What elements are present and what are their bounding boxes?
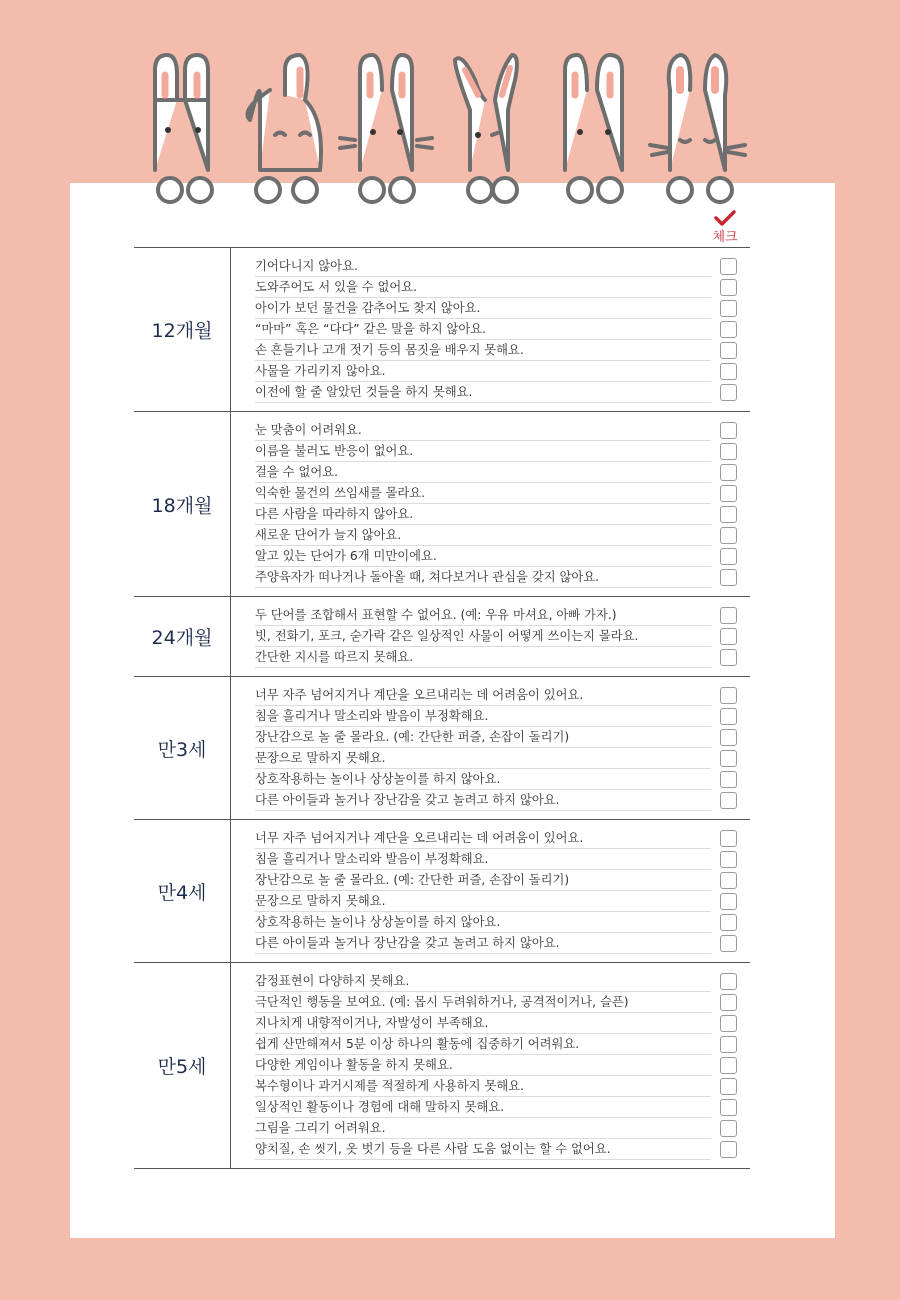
checklist-row <box>255 256 742 277</box>
checkbox[interactable] <box>720 729 737 746</box>
checkbox[interactable] <box>720 506 737 523</box>
age-section <box>134 412 750 597</box>
checklist-row <box>255 1076 742 1097</box>
checkbox[interactable] <box>720 607 737 624</box>
checklist-item-text: 사물을 가리키지 않아요. <box>255 361 711 382</box>
checkbox[interactable] <box>720 830 737 847</box>
checklist-row <box>255 912 742 933</box>
checklist-item-text: 빗, 전화기, 포크, 숟가락 같은 일상적인 사물이 어떻게 쓰이는지 몰라요. <box>255 626 711 647</box>
checklist-item-text: 아이가 보던 물건을 감추어도 찾지 않아요. <box>255 298 711 319</box>
checklist-row <box>255 769 742 790</box>
checklist-table <box>134 247 750 1169</box>
checklist-row <box>255 1055 742 1076</box>
checklist-item-text: 눈 맞춤이 어려워요. <box>255 420 711 441</box>
checklist-row <box>255 340 742 361</box>
checklist-row <box>255 605 742 626</box>
bunny-5-icon <box>565 55 622 202</box>
checklist-item-text: 그림을 그리기 어려워요. <box>255 1118 711 1139</box>
checkbox[interactable] <box>720 548 737 565</box>
bunny-6-icon <box>650 55 745 202</box>
checklist-item-text: 주양육자가 떠나거나 돌아올 때, 쳐다보거나 관심을 갖지 않아요. <box>255 567 711 588</box>
age-label: 18개월 <box>134 412 231 596</box>
checklist-row <box>255 567 742 588</box>
checkbox[interactable] <box>720 342 737 359</box>
checklist-item-text: 지나치게 내향적이거나, 자발성이 부족해요. <box>255 1013 711 1034</box>
age-label: 12개월 <box>134 248 231 411</box>
checklist-row <box>255 1034 742 1055</box>
checklist-item-text: 다양한 게임이나 활동을 하지 못해요. <box>255 1055 711 1076</box>
checklist-row <box>255 462 742 483</box>
checklist-item-text: 상호작용하는 놀이나 상상놀이를 하지 않아요. <box>255 912 711 933</box>
checkbox[interactable] <box>720 422 737 439</box>
checklist-row <box>255 748 742 769</box>
checkbox[interactable] <box>720 569 737 586</box>
age-label: 만5세 <box>134 963 231 1168</box>
checkbox[interactable] <box>720 872 737 889</box>
checklist-row <box>255 504 742 525</box>
checklist-item-text: 이전에 할 줄 알았던 것들을 하지 못해요. <box>255 382 711 403</box>
checkbox[interactable] <box>720 994 737 1011</box>
checkbox[interactable] <box>720 973 737 990</box>
checkbox[interactable] <box>720 851 737 868</box>
checklist-item-text: “마마” 혹은 “다다” 같은 말을 하지 않아요. <box>255 319 711 340</box>
checklist-items <box>231 820 750 962</box>
check-column-header <box>700 210 750 245</box>
checkbox[interactable] <box>720 1078 737 1095</box>
checklist-row <box>255 361 742 382</box>
checkbox[interactable] <box>720 485 737 502</box>
age-label: 24개월 <box>134 597 231 676</box>
checklist-row <box>255 319 742 340</box>
checklist-item-text: 도와주어도 서 있을 수 없어요. <box>255 277 711 298</box>
checklist-row <box>255 298 742 319</box>
checklist-row <box>255 1097 742 1118</box>
checkbox[interactable] <box>720 935 737 952</box>
checklist-item-text: 장난감으로 놀 줄 몰라요. (예: 간단한 퍼즐, 손잡이 돌리기) <box>255 727 711 748</box>
checkbox[interactable] <box>720 1015 737 1032</box>
checklist-row <box>255 441 742 462</box>
checkbox[interactable] <box>720 649 737 666</box>
checklist-row <box>255 1013 742 1034</box>
checklist-item-text: 너무 자주 넘어지거나 계단을 오르내리는 데 어려움이 있어요. <box>255 685 711 706</box>
checklist-item-text: 침을 흘리거나 말소리와 발음이 부정확해요. <box>255 849 711 870</box>
checklist-item-text: 쉽게 산만해져서 5분 이상 하나의 활동에 집중하기 어려워요. <box>255 1034 711 1055</box>
checklist-item-text: 침을 흘리거나 말소리와 발음이 부정확해요. <box>255 706 711 727</box>
checklist-row <box>255 483 742 504</box>
checklist-item-text: 걸을 수 없어요. <box>255 462 711 483</box>
checkbox[interactable] <box>720 363 737 380</box>
bunny-4-icon <box>455 55 517 202</box>
checklist-row <box>255 971 742 992</box>
checklist-item-text: 간단한 지시를 따르지 못해요. <box>255 647 711 668</box>
checklist-row <box>255 828 742 849</box>
check-label: 체크 <box>712 230 738 245</box>
checklist-row <box>255 933 742 954</box>
checklist-row <box>255 1118 742 1139</box>
checklist-row <box>255 647 742 668</box>
checklist-row <box>255 277 742 298</box>
checkbox[interactable] <box>720 687 737 704</box>
checklist-item-text: 너무 자주 넘어지거나 계단을 오르내리는 데 어려움이 있어요. <box>255 828 711 849</box>
age-section <box>134 677 750 820</box>
checklist-item-text: 새로운 단어가 늘지 않아요. <box>255 525 711 546</box>
checklist-item-text: 복수형이나 과거시제를 적절하게 사용하지 못해요. <box>255 1076 711 1097</box>
checkmark-icon <box>714 210 736 226</box>
bunny-1-icon <box>155 55 212 202</box>
checklist-row <box>255 849 742 870</box>
checklist-items <box>231 677 750 819</box>
checkbox[interactable] <box>720 279 737 296</box>
checkbox[interactable] <box>720 792 737 809</box>
checklist-item-text: 극단적인 행동을 보여요. (예: 몹시 두려워하거나, 공격적이거나, 슬픈) <box>255 992 711 1013</box>
checkbox[interactable] <box>720 1057 737 1074</box>
checklist-item-text: 상호작용하는 놀이나 상상놀이를 하지 않아요. <box>255 769 711 790</box>
checklist-item-text: 일상적인 활동이나 경험에 대해 말하지 못해요. <box>255 1097 711 1118</box>
checklist-row <box>255 525 742 546</box>
checkbox[interactable] <box>720 443 737 460</box>
checklist-row <box>255 706 742 727</box>
checkbox[interactable] <box>720 321 737 338</box>
bunny-2-icon <box>248 55 322 202</box>
checkbox[interactable] <box>720 628 737 645</box>
checklist-row <box>255 685 742 706</box>
checklist-row <box>255 546 742 567</box>
checklist-row <box>255 891 742 912</box>
age-section <box>134 820 750 963</box>
checklist-items <box>231 412 750 596</box>
checklist-items <box>231 597 750 676</box>
checkbox[interactable] <box>720 1141 737 1158</box>
checklist-row <box>255 992 742 1013</box>
checklist-row <box>255 870 742 891</box>
checklist-item-text: 문장으로 말하지 못해요. <box>255 748 711 769</box>
checkbox[interactable] <box>720 708 737 725</box>
checklist-row <box>255 382 742 403</box>
checkbox[interactable] <box>720 893 737 910</box>
checkbox[interactable] <box>720 258 737 275</box>
checklist-item-text: 다른 아이들과 놀거나 장난감을 갖고 놀려고 하지 않아요. <box>255 933 711 954</box>
checklist-item-text: 감정표현이 다양하지 못해요. <box>255 971 711 992</box>
checklist-item-text: 다른 아이들과 놀거나 장난감을 갖고 놀려고 하지 않아요. <box>255 790 711 811</box>
age-section <box>134 597 750 677</box>
checklist-item-text: 알고 있는 단어가 6개 미만이에요. <box>255 546 711 567</box>
checklist-item-text: 양치질, 손 씻기, 옷 벗기 등을 다른 사람 도움 없이는 할 수 없어요. <box>255 1139 711 1160</box>
checkbox[interactable] <box>720 771 737 788</box>
age-label: 만4세 <box>134 820 231 962</box>
checklist-row <box>255 1139 742 1160</box>
checkbox[interactable] <box>720 1036 737 1053</box>
checklist-item-text: 두 단어를 조합해서 표현할 수 없어요. (예: 우유 마셔요, 아빠 가자.) <box>255 605 711 626</box>
checklist-item-text: 다른 사람을 따라하지 않아요. <box>255 504 711 525</box>
age-label: 만3세 <box>134 677 231 819</box>
checklist-item-text: 손 흔들기나 고개 젓기 등의 몸짓을 배우지 못해요. <box>255 340 711 361</box>
checklist-item-text: 장난감으로 놀 줄 몰라요. (예: 간단한 퍼즐, 손잡이 돌리기) <box>255 870 711 891</box>
checkbox[interactable] <box>720 384 737 401</box>
checklist-row <box>255 420 742 441</box>
checklist-item-text: 익숙한 물건의 쓰임새를 몰라요. <box>255 483 711 504</box>
checklist-item-text: 이름을 불러도 반응이 없어요. <box>255 441 711 462</box>
checkbox[interactable] <box>720 1099 737 1116</box>
checkbox[interactable] <box>720 527 737 544</box>
checklist-item-text: 문장으로 말하지 못해요. <box>255 891 711 912</box>
bunnies-illustration <box>140 40 760 210</box>
checklist-row <box>255 727 742 748</box>
age-section <box>134 248 750 412</box>
checkbox[interactable] <box>720 300 737 317</box>
checklist-row <box>255 790 742 811</box>
age-section <box>134 963 750 1169</box>
checkbox[interactable] <box>720 1120 737 1137</box>
checklist-row <box>255 626 742 647</box>
bunny-3-icon <box>340 55 432 202</box>
checklist-items <box>231 963 750 1168</box>
checkbox[interactable] <box>720 750 737 767</box>
checkbox[interactable] <box>720 914 737 931</box>
checkbox[interactable] <box>720 464 737 481</box>
checklist-item-text: 기어다니지 않아요. <box>255 256 711 277</box>
checklist-items <box>231 248 750 411</box>
